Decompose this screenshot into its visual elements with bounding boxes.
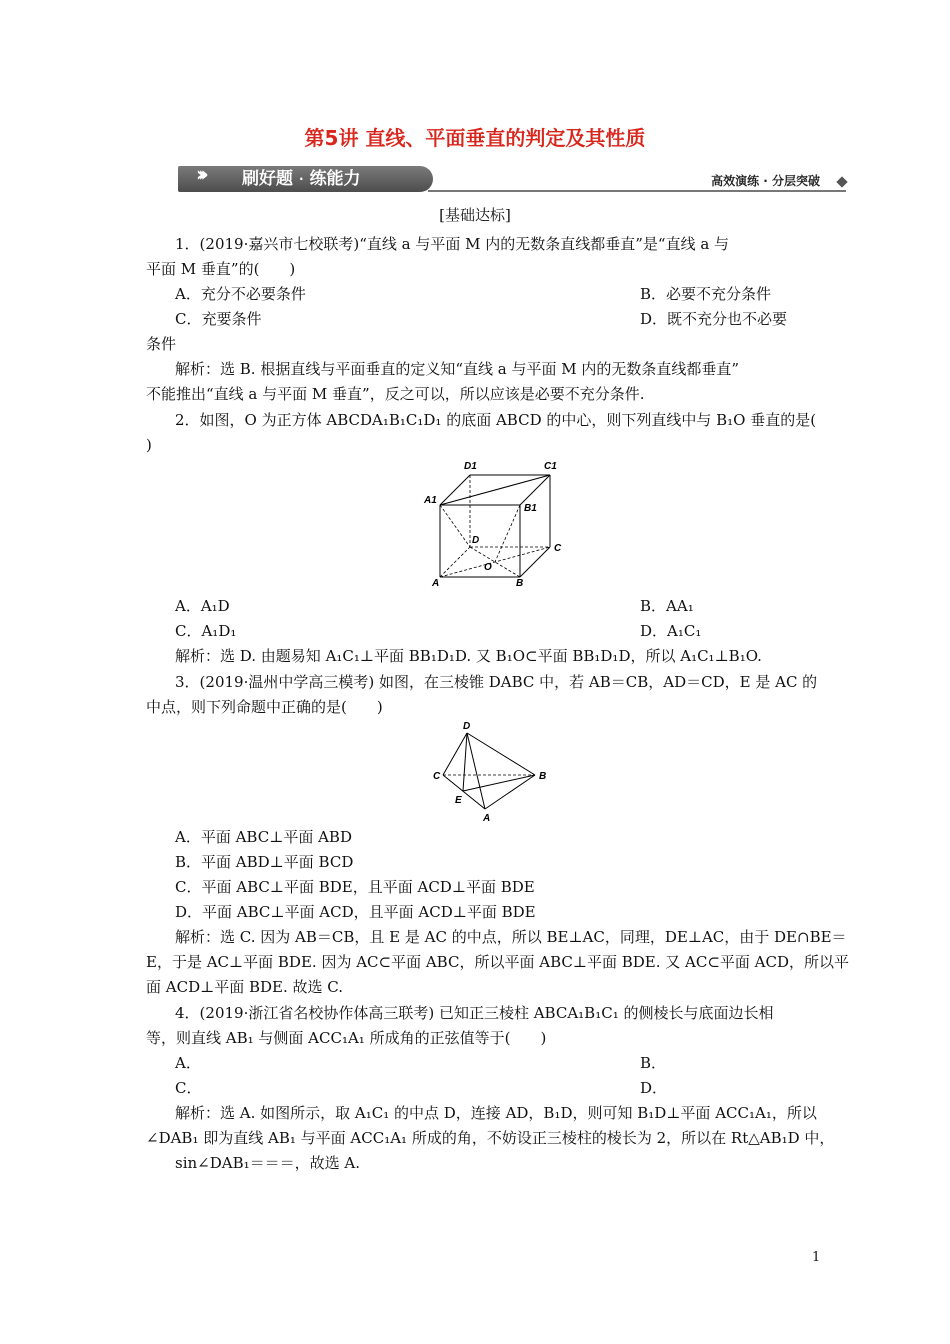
q2-option-b: B．AA₁ xyxy=(640,597,694,615)
q1-option-d: D．既不充分也不必要 xyxy=(640,310,788,328)
chevron-right-icon: ››› xyxy=(196,162,203,186)
q2-option-c: C．A₁D₁ xyxy=(175,622,237,640)
label-O: O xyxy=(484,562,492,573)
q1-option-d-cont: 条件 xyxy=(146,335,177,353)
section-banner xyxy=(178,160,846,192)
label-C: C xyxy=(433,771,441,782)
edge-db xyxy=(467,733,535,775)
edge-b1o xyxy=(495,505,520,562)
banner-left-text-2: 练能力 xyxy=(309,169,361,189)
edge-a1d xyxy=(440,505,470,547)
edge-dc xyxy=(443,733,467,775)
label-D1: D1 xyxy=(464,461,477,472)
q4-solution-line2: ∠DAB₁ 即为直线 AB₁ 与平面 ACC₁A₁ 所成的角，不妨设正三棱柱的棱长为 2，所以在 Rt△AB₁D 中， xyxy=(146,1129,835,1147)
label-B: B xyxy=(539,771,547,782)
diamond-icon xyxy=(836,176,847,187)
label-C: C xyxy=(554,543,562,554)
q4-option-d: D． xyxy=(640,1079,668,1097)
label-B1: B1 xyxy=(524,503,537,514)
q1-stem-line1: 1．(2019·嘉兴市七校联考)“直线 a 与平面 M 内的无数条直线都垂直”是“直线 a 与 xyxy=(175,235,730,253)
label-C1: C1 xyxy=(544,461,557,472)
q1-solution-line1: 解析：选 B. 根据直线与平面垂直的定义知“直线 a 与平面 M 内的无数条直线都垂直” xyxy=(175,360,740,378)
banner-left-text: 刷好题 xyxy=(242,169,293,189)
q2-solution: 解析：选 D. 由题易知 A₁C₁⊥平面 BB₁D₁D. 又 B₁O⊂平面 BB₁D₁D，所以 A₁C₁⊥B₁O. xyxy=(175,647,762,665)
q3-solution-line3: 面 ACD⊥平面 BDE. 故选 C. xyxy=(146,978,343,996)
q1-option-b: B．必要不充分条件 xyxy=(640,285,772,303)
label-D: D xyxy=(472,535,480,546)
q1-option-c: C．充要条件 xyxy=(175,310,262,328)
q3-option-d: D．平面 ABC⊥平面 ACD，且平面 ACD⊥平面 BDE xyxy=(175,903,536,921)
edge-a1c1 xyxy=(440,475,550,505)
label-E: E xyxy=(455,795,462,806)
q4-stem-line1: 4．(2019·浙江省名校协作体高三联考) 已知正三棱柱 ABCA₁B₁C₁ 的侧棱长与底面边长相 xyxy=(175,1004,774,1022)
q3-solution-line2: E，于是 AC⊥平面 BDE. 因为 AC⊂平面 ABC，所以平面 ABC⊥平面 BDE. 又 AC⊂平面 ACD，所以平 xyxy=(146,953,850,971)
q2-stem-line2: ) xyxy=(146,436,152,454)
pyramid-figure xyxy=(425,717,565,827)
section-heading: [基础达标] xyxy=(439,206,511,224)
q4-option-b: B． xyxy=(640,1054,667,1072)
q4-option-c: C． xyxy=(175,1079,202,1097)
q3-option-a: A．平面 ABC⊥平面 ABD xyxy=(175,828,352,846)
label-A1: A1 xyxy=(424,495,437,506)
edge-da xyxy=(467,733,485,809)
q3-option-b: B．平面 ABD⊥平面 BCD xyxy=(175,853,354,871)
page-number: 1 xyxy=(812,1250,821,1265)
q4-option-a: A． xyxy=(175,1054,201,1072)
q3-solution-line1: 解析：选 C. 因为 AB＝CB，且 E 是 AC 的中点，所以 BE⊥AC，同理，DE⊥AC，由于 DE∩BE＝ xyxy=(175,928,847,946)
q1-option-a: A．充分不必要条件 xyxy=(175,285,306,303)
cube-figure xyxy=(420,455,570,590)
q2-option-d: D．A₁C₁ xyxy=(640,622,702,640)
edge-bc xyxy=(520,547,550,577)
edge-eb xyxy=(463,775,535,791)
label-A: A xyxy=(432,578,440,589)
edge-de xyxy=(463,733,467,791)
q1-solution-line2: 不能推出“直线 a 与平面 M 垂直”，反之可以，所以应该是必要不充分条件. xyxy=(146,385,645,403)
banner-rule xyxy=(428,190,846,192)
q3-stem-line2: 中点，则下列命题中正确的是( ) xyxy=(146,698,383,716)
banner-right-text: 高效演练 · 分层突破 xyxy=(711,174,820,188)
banner-label xyxy=(242,164,361,189)
label-A: A xyxy=(483,813,491,824)
label-D: D xyxy=(463,721,471,732)
q4-stem-line2: 等，则直线 AB₁ 与侧面 ACC₁A₁ 所成角的正弦值等于( ) xyxy=(146,1029,547,1047)
q3-stem-line1: 3．(2019·温州中学高三模考) 如图，在三棱锥 DABC 中，若 AB＝CB，AD＝CD，E 是 AC 的 xyxy=(175,673,818,691)
q4-solution-line1: 解析：选 A. 如图所示，取 A₁C₁ 的中点 D，连接 AD，B₁D，则可知 B₁D⊥平面 ACC₁A₁，所以 xyxy=(175,1104,817,1122)
banner-dot: · xyxy=(299,172,304,186)
q4-solution-line3: sin∠DAB₁＝＝＝，故选 A. xyxy=(175,1154,360,1172)
q2-option-a: A．A₁D xyxy=(175,597,230,615)
label-B: B xyxy=(516,578,524,589)
page-title: 第5讲 直线、平面垂直的判定及其性质 xyxy=(304,126,646,150)
q3-option-c: C．平面 ABC⊥平面 BDE，且平面 ACD⊥平面 BDE xyxy=(175,878,535,896)
q1-stem-line2: 平面 M 垂直”的( ) xyxy=(146,260,296,278)
q2-stem-line1: 2．如图，O 为正方体 ABCDA₁B₁C₁D₁ 的底面 ABCD 的中心，则下列直线中与 B₁O 垂直的是( xyxy=(175,411,817,429)
